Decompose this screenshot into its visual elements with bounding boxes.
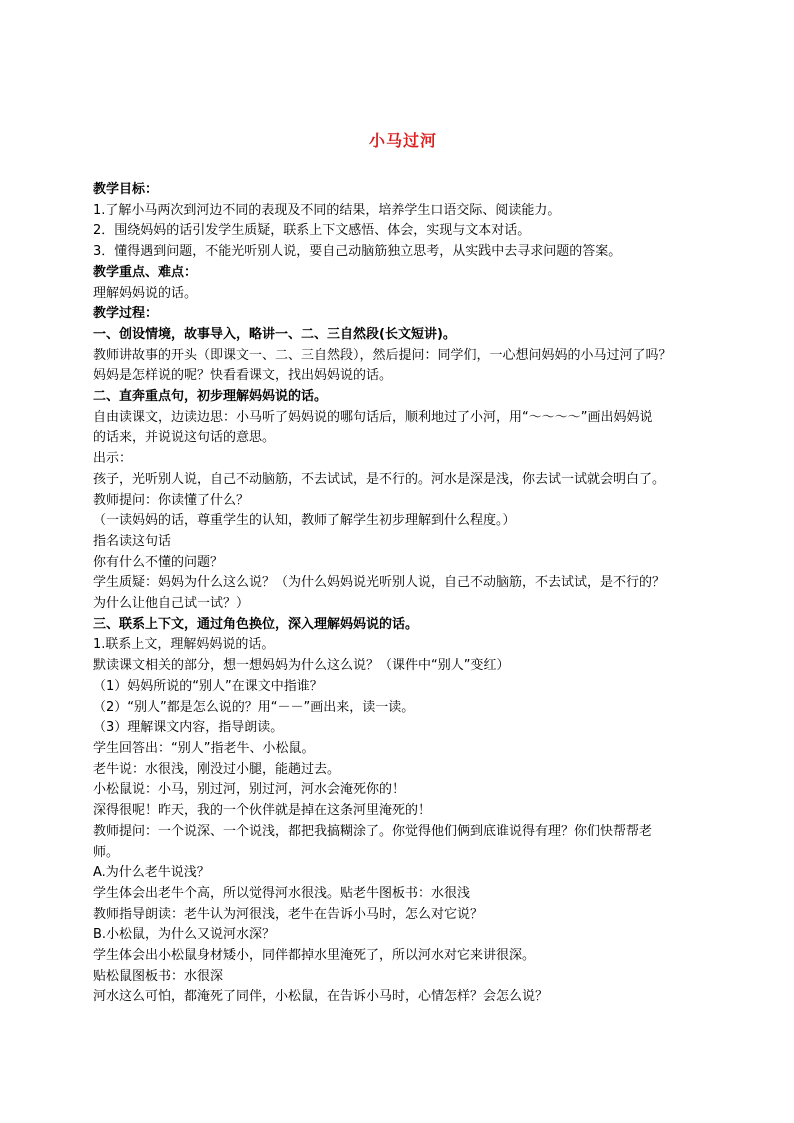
section-heading: 教学重点、难点： bbox=[93, 264, 198, 280]
body-text-line: A.为什么老牛说浅？ bbox=[93, 865, 210, 881]
body-text-line: 自由读课文，边读边思：小马听了妈妈说的哪句话后，顺利地过了小河，用“～～～～”画出妈妈说 bbox=[93, 409, 653, 425]
body-text-line: 教师提问：你读懂了什么？ bbox=[93, 492, 250, 508]
section-heading: 教学目标： bbox=[93, 182, 159, 197]
body-text-line: （3）理解课文内容，指导朗读。 bbox=[93, 720, 284, 736]
body-text-line: 老牛说：水很浅，刚没过小腿，能趟过去。 bbox=[93, 761, 341, 777]
body-text-line: 你有什么不懂的问题？ bbox=[93, 554, 224, 570]
body-text-line: 教师指导朗读：老牛认为河很浅，老牛在告诉小马时，怎么对它说？ bbox=[93, 906, 484, 922]
body-text-line: 2．围绕妈妈的话引发学生质疑，联系上下文感悟、体会，实现与文本对话。 bbox=[93, 223, 531, 239]
body-text-line: 教师讲故事的开头（即课文一、二、三自然段），然后提问：同学们，一心想问妈妈的小马过河了吗？ bbox=[93, 347, 672, 363]
body-text-line: （一读妈妈的话，尊重学生的认知，教师了解学生初步理解到什么程度。） bbox=[93, 513, 516, 529]
body-text-line: 1.了解小马两次到河边不同的表现及不同的结果，培养学生口语交际、阅读能力。 bbox=[93, 202, 561, 218]
body-text-line: 1.联系上文，理解妈妈说的话。 bbox=[93, 637, 275, 653]
body-text-line: 河水这么可怕，都淹死了同伴，小松鼠，在告诉小马时，心情怎样？会怎么说？ bbox=[93, 989, 549, 1005]
body-text-line: 贴松鼠图板书：水很深 bbox=[93, 968, 224, 984]
body-text-line: 妈妈是怎样说的呢？快看看课文，找出妈妈说的话。 bbox=[93, 368, 393, 384]
body-text-line: B.小松鼠，为什么又说河水深？ bbox=[93, 927, 276, 943]
body-text-line: 师。 bbox=[93, 844, 120, 860]
body-text-line: 小松鼠说：小马，别过河，别过河，河水会淹死你的！ bbox=[93, 782, 406, 798]
body-text-line: 默读课文相关的部分，想一想妈妈为什么这么说？（课件中“别人”变红） bbox=[93, 658, 510, 674]
document-title: 小马过河 bbox=[368, 131, 437, 150]
body-text-line: 孩子，光听别人说，自己不动脑筋，不去试试，是不行的。河水是深是浅，你去试一试就会明白了。 bbox=[93, 471, 666, 487]
section-heading: 二、直奔重点句，初步理解妈妈说的话。 bbox=[93, 389, 328, 405]
body-text-line: 学生体会出老牛个高，所以觉得河水很浅。贴老牛图板书：水很浅 bbox=[93, 885, 471, 901]
body-text-line: 指名读这句话 bbox=[93, 533, 172, 549]
section-heading: 一、创设情境，故事导入，略讲一、二、三自然段(长文短讲)。 bbox=[93, 326, 456, 342]
document-body bbox=[93, 180, 713, 1008]
body-text-line: 学生回答出：“别人”指老牛、小松鼠。 bbox=[93, 740, 315, 756]
body-text-line: 教师提问：一个说深、一个说浅，都把我搞糊涂了。你觉得他们俩到底谁说得有理？你们快帮帮老 bbox=[93, 823, 653, 839]
body-text-line: 3．懂得遇到问题，不能光听别人说，要自己动脑筋独立思考，从实践中去寻求问题的答案。 bbox=[93, 244, 622, 260]
section-heading: 三、联系上下文，通过角色换位，深入理解妈妈说的话。 bbox=[93, 616, 419, 632]
body-text-line: 学生质疑：妈妈为什么这么说？（为什么妈妈说光听别人说，自己不动脑筋，不去试试，是不行的？ bbox=[93, 575, 666, 591]
body-text-line: 为什么让他自己试一试？） bbox=[93, 596, 250, 612]
body-text-line: 理解妈妈说的话。 bbox=[93, 285, 198, 301]
body-text-line: （1）妈妈所说的“别人”在课文中指谁？ bbox=[93, 678, 323, 694]
body-text-line: 深得很呢！昨天，我的一个伙伴就是掉在这条河里淹死的！ bbox=[93, 803, 432, 819]
body-text-line: 学生体会出小松鼠身材矮小，同伴都掉水里淹死了，所以河水对它来讲很深。 bbox=[93, 948, 536, 964]
body-text-line: 出示： bbox=[93, 451, 133, 467]
body-text-line: （2）“别人”都是怎么说的？用“－－”画出来，读一读。 bbox=[93, 699, 415, 715]
section-heading: 教学过程： bbox=[93, 306, 159, 322]
body-text-line: 的话来，并说说这句话的意思。 bbox=[93, 430, 276, 446]
